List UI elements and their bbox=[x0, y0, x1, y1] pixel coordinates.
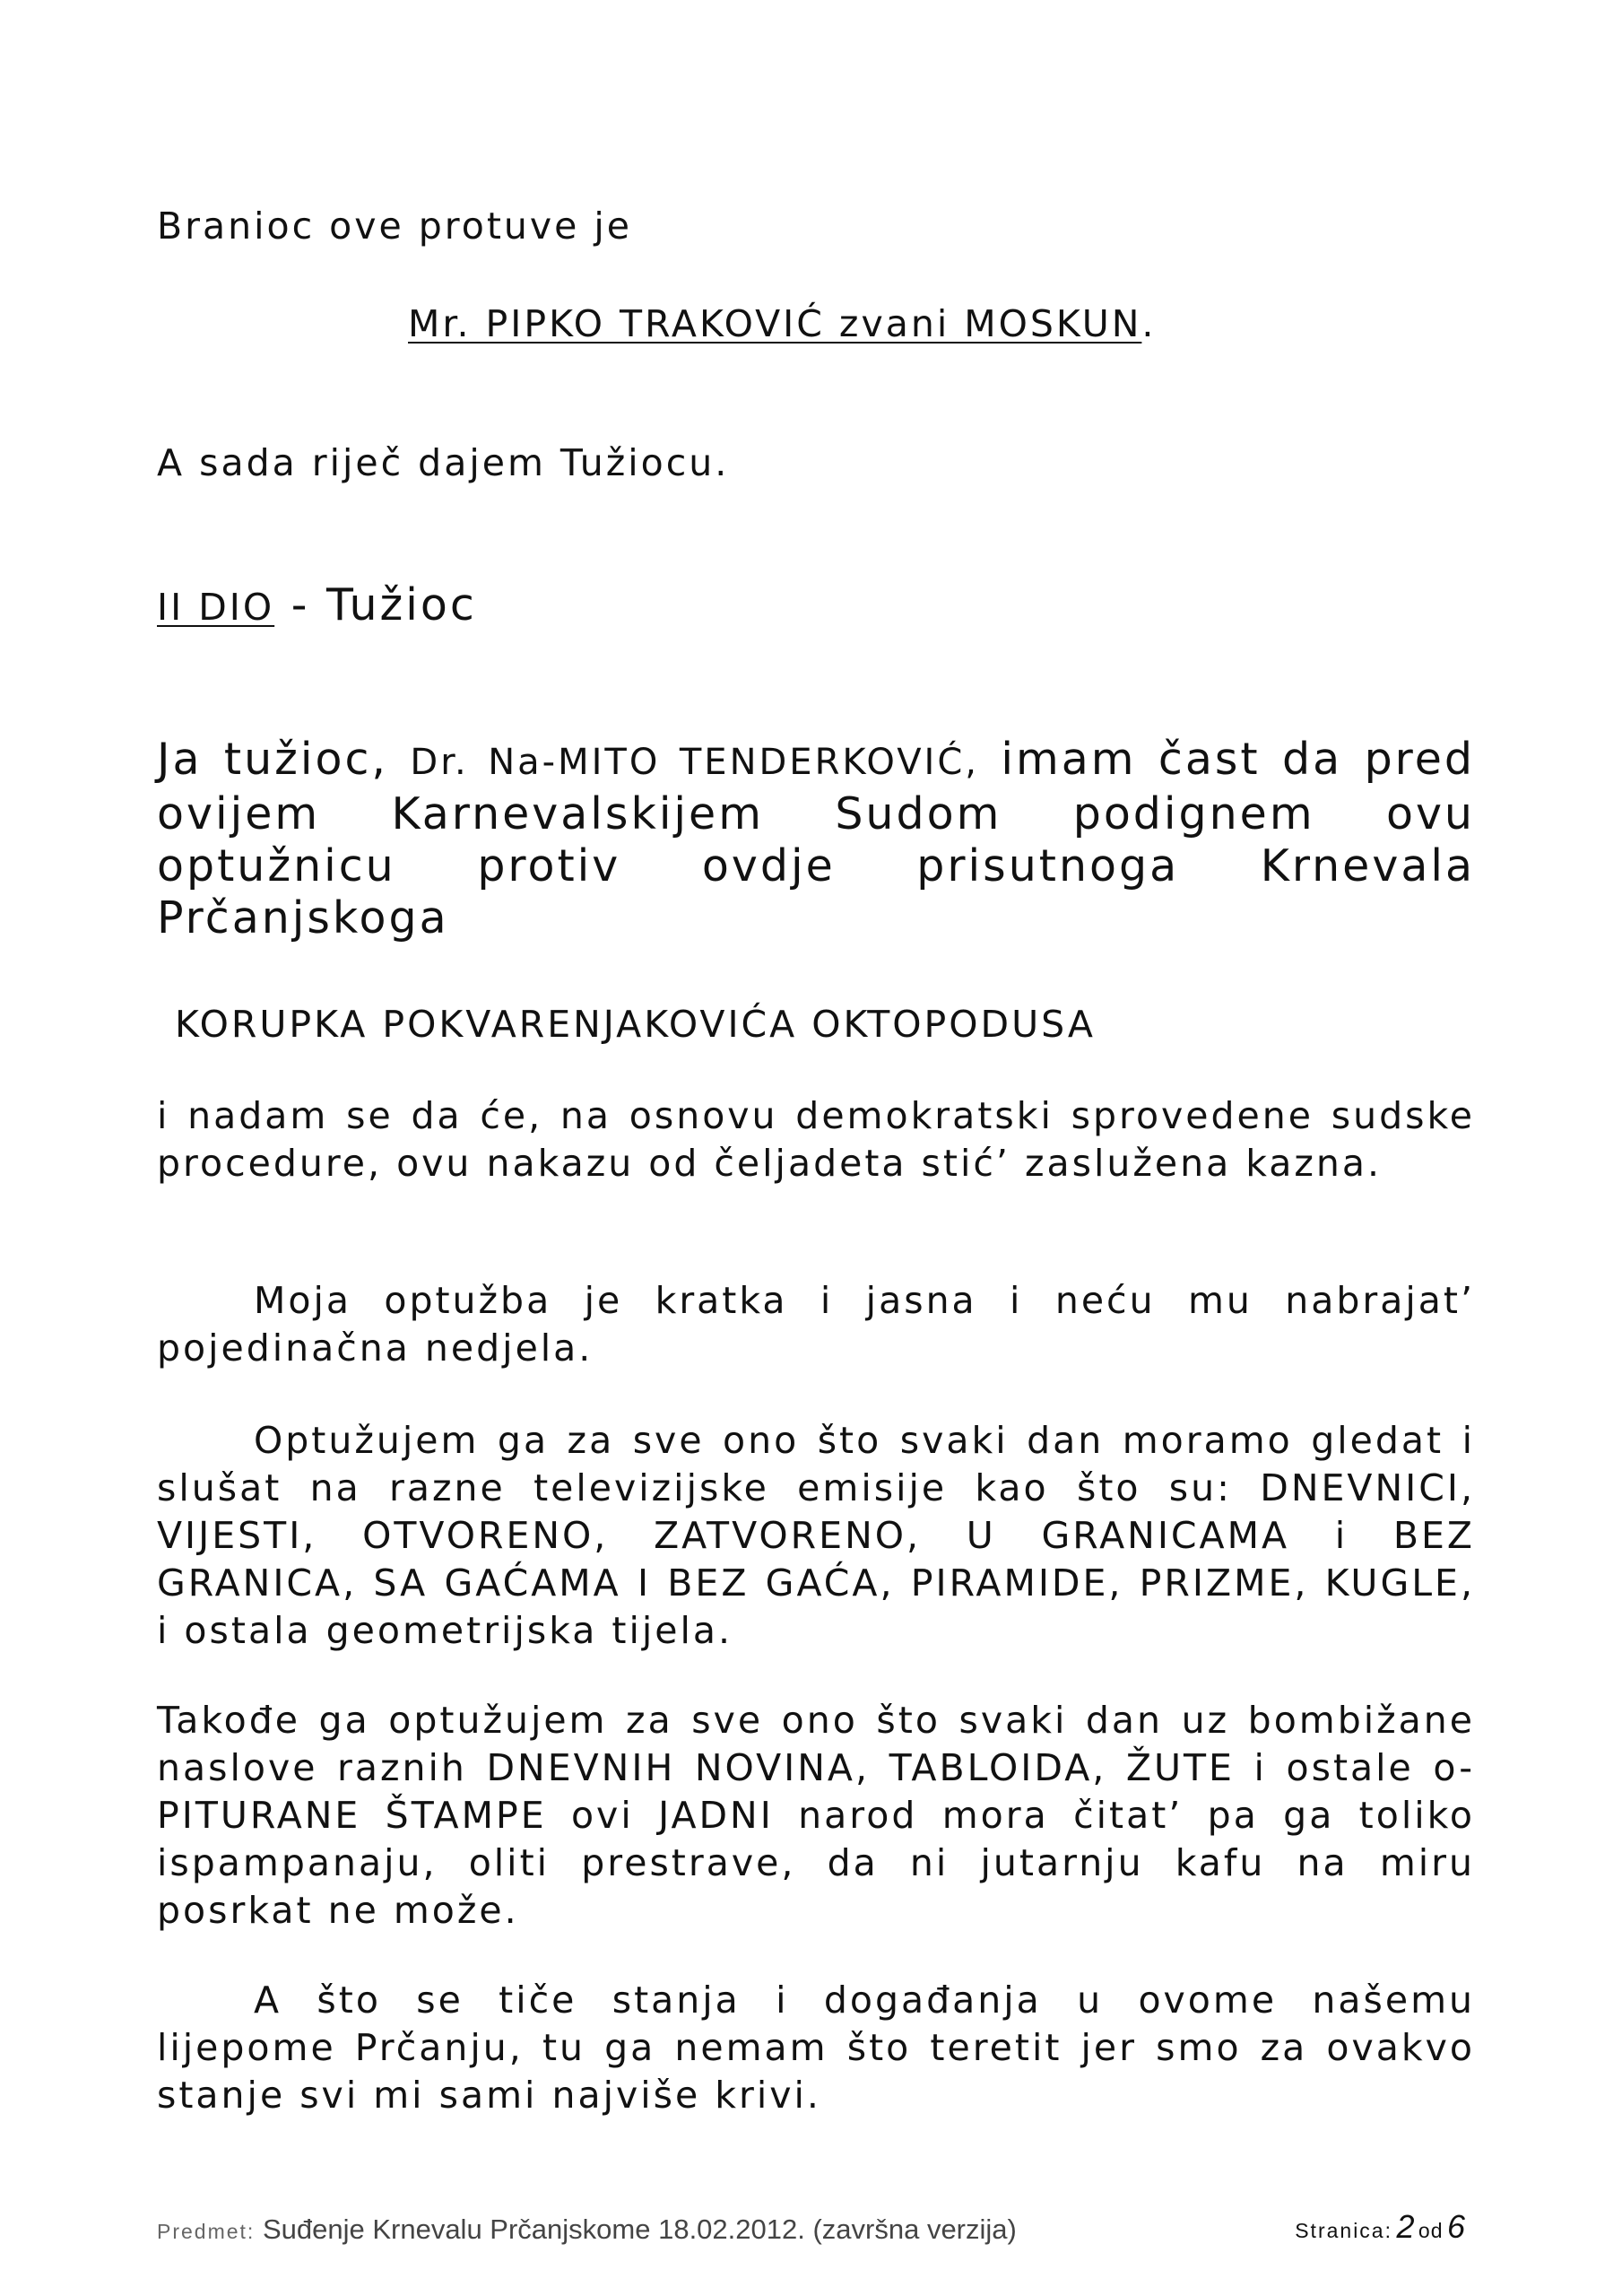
defender-line bbox=[408, 302, 1156, 345]
section-title: - Tužioc bbox=[274, 579, 477, 631]
accusation-paragraph bbox=[157, 734, 1475, 944]
turn-line: A sada riječ dajem Tužiocu. bbox=[157, 441, 730, 484]
footer-page-current: 2 bbox=[1396, 2208, 1415, 2245]
closing-paragraph: A što se tiče stanja i događanja u ovome našemu lijepome Prčanju, tu ga nemam što teretit jer smo za ovakvo stanje svi mi sami najviše krivi. bbox=[157, 1979, 1475, 2117]
footer-page-total: 6 bbox=[1446, 2208, 1465, 2245]
tv-charge-paragraph: Optužujem ga za sve ono što svaki dan moramo gledat i slušat na razne televizijske emisije kao što su: DNEVNICI, VIJESTI, OTVORENO, ZATVORENO, U GRANICAMA i BEZ GRANICA, SA GAĆAMA I BEZ GAĆA, PIRAMIDE, PRIZME, KUGLE, i ostala geometrijska tijela. bbox=[157, 1419, 1475, 1652]
accusation-rest: imam čast da pred ovijem Karnevalskijem Sudom podignem ovu optužnicu protiv ovdje prisutnoga Krnevala Prčanjskoga bbox=[157, 734, 1475, 944]
short-charge-paragraph: Moja optužba je kratka i jasna i neću mu nabrajat’ pojedinačna nedjela. bbox=[157, 1279, 1475, 1370]
section-heading bbox=[157, 579, 477, 631]
footer-page-label: Stranica: bbox=[1295, 2219, 1392, 2242]
press-charge-paragraph: Takođe ga optužujem za sve ono što svaki dan uz bombižane naslove raznih DNEVNIH NOVINA, TABLOIDA, ŽUTE i ostale o-PITURANE ŠTAMPE ovi JADNI narod mora čitat’ pa ga toliko ispampanaju, oliti prestrave, da ni jutarnju kafu na miru posrkat ne može. bbox=[157, 1699, 1475, 1932]
footer-page-of: od bbox=[1418, 2219, 1444, 2242]
footer-subject-label: Predmet: bbox=[157, 2220, 256, 2243]
accusation-start: Ja tužioc, bbox=[157, 734, 411, 785]
defender-name: Mr. PIPKO TRAKOVIĆ zvani MOSKUN bbox=[408, 302, 1142, 345]
intro-line: Branioc ove protuve je bbox=[157, 204, 633, 248]
defender-period: . bbox=[1141, 302, 1157, 345]
accused-name: KORUPKA POKVARENJAKOVIĆA OKTOPODUSA bbox=[175, 1003, 1096, 1046]
hope-paragraph: i nadam se da će, na osnovu demokratski sprovedene sudske procedure, ovu nakazu od čeljadeta stić’ zaslužena kazna. bbox=[157, 1094, 1475, 1185]
footer-subject-text: Suđenje Krnevalu Prčanjskome 18.02.2012. (završna verzija) bbox=[262, 2213, 1017, 2245]
section-label: II DIO bbox=[157, 586, 275, 629]
prosecutor-name: Dr. Na-MITO TENDERKOVIĆ, bbox=[410, 742, 979, 783]
footer-page-number bbox=[1295, 2208, 1465, 2246]
footer-subject bbox=[157, 2213, 1017, 2246]
